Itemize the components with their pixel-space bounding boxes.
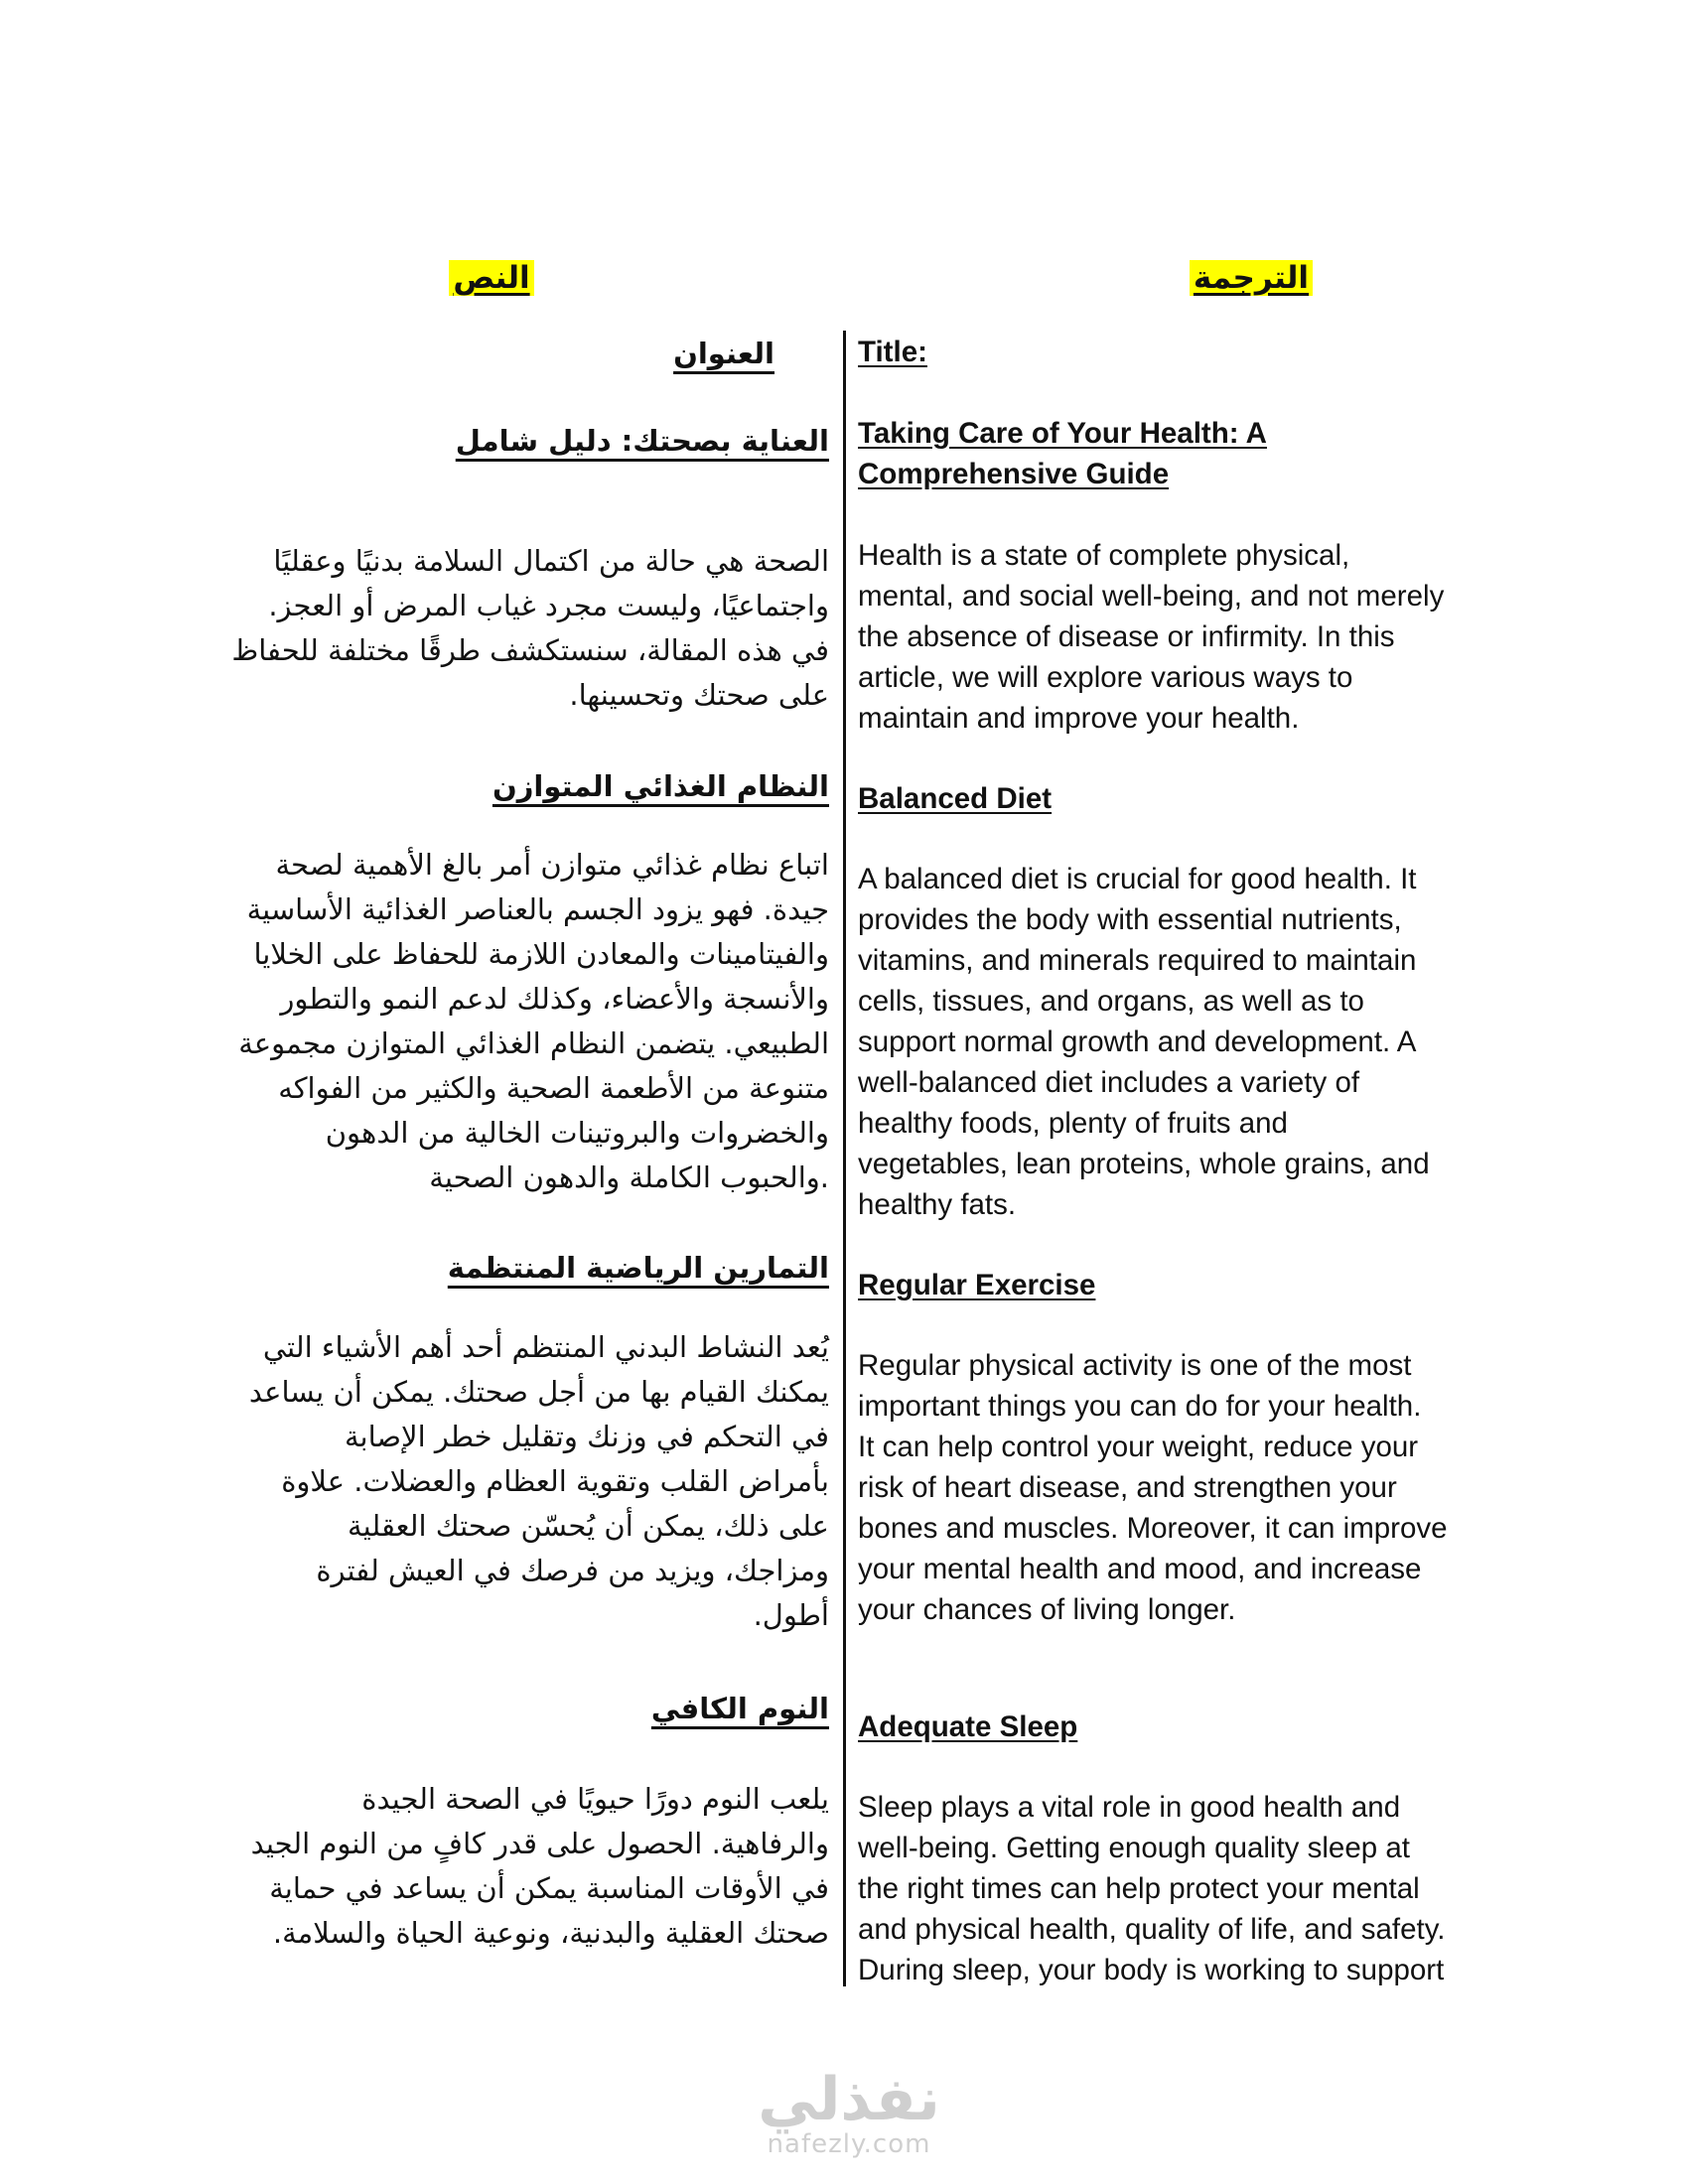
text-line: Regular physical activity is one of the most: [858, 1349, 1412, 1382]
text-line: في هذه المقالة، سنستكشف طرقًا مختلفة للحفاظ: [231, 633, 829, 667]
english-title-label: Title:: [858, 336, 927, 368]
text-line: Sleep plays a vital role in good health and: [858, 1791, 1401, 1824]
text-line: vegetables, lean proteins, whole grains, and: [858, 1148, 1430, 1180]
title-line: Comprehensive Guide: [858, 458, 1170, 490]
arabic-title-label: العنوان: [673, 337, 774, 370]
text-line: A balanced diet is crucial for good health. It: [858, 863, 1417, 895]
watermark-url: nafezly.com: [767, 2129, 931, 2159]
arabic-title: العناية بصحتك: دليل شامل: [455, 424, 829, 458]
text-line: support normal growth and development. A: [858, 1025, 1417, 1058]
text-line: provides the body with essential nutrients,: [858, 903, 1402, 936]
text-line: يلعب النوم دورًا حيويًا في الصحة الجيدة: [361, 1782, 829, 1816]
text-line: واجتماعيًا، وليست مجرد غياب المرض أو العجز.: [268, 589, 829, 622]
text-line: في الأوقات المناسبة يمكن أن يساعد في حماية: [269, 1871, 829, 1905]
text-line: صحتك العقلية والبدنية، ونوعية الحياة والسلامة.: [272, 1916, 829, 1950]
text-line: على ذلك، يمكن أن يُحسّن صحتك العقلية: [348, 1509, 829, 1543]
text-line: mental, and social well-being, and not merely: [858, 580, 1445, 613]
text-line: الصحة هي حالة من اكتمال السلامة بدنيًا وعقليًا: [273, 544, 829, 578]
english-diet-heading: Balanced Diet: [858, 782, 1053, 815]
text-line: والخضروات والبروتينات الخالية من الدهون: [325, 1116, 829, 1150]
text-line: اتباع نظام غذائي متوازن أمر بالغ الأهمية لصحة: [275, 848, 829, 882]
text-line: والرفاهية. الحصول على قدر كافٍ من النوم الجيد: [250, 1827, 829, 1860]
text-line: أطول.: [753, 1598, 829, 1632]
text-line: bones and muscles. Moreover, it can improve: [858, 1512, 1448, 1545]
text-line: والفيتامينات والمعادن اللازمة للحفاظ على الخلايا: [253, 937, 829, 971]
text-line: healthy foods, plenty of fruits and: [858, 1107, 1288, 1140]
text-line: the absence of disease or infirmity. In this: [858, 620, 1395, 653]
text-line: your chances of living longer.: [858, 1593, 1236, 1626]
text-line: the right times can help protect your mental: [858, 1872, 1420, 1905]
text-line: risk of heart disease, and strengthen your: [858, 1471, 1397, 1504]
column-divider: [843, 331, 846, 1986]
text-line: متنوعة من الأطعمة الصحية والكثير من الفواكه: [278, 1071, 829, 1105]
text-line: يُعد النشاط البدني المنتظم أحد أهم الأشياء التي: [262, 1330, 829, 1364]
english-sleep-heading: Adequate Sleep: [858, 1710, 1078, 1743]
text-line: maintain and improve your health.: [858, 702, 1300, 735]
text-line: يمكنك القيام بها من أجل صحتك. يمكن أن يساعد: [248, 1375, 829, 1409]
source-header: النص: [417, 260, 566, 300]
text-line: والأنسجة والأعضاء، وكذلك لدعم النمو والتطور: [280, 982, 829, 1016]
text-line: important things you can do for your health.: [858, 1390, 1422, 1423]
text-line: في التحكم في وزنك وتقليل خطر الإصابة: [344, 1420, 829, 1453]
text-line: Health is a state of complete physical,: [858, 539, 1350, 572]
title-line: Taking Care of Your Health: A: [858, 417, 1267, 450]
text-line: cells, tissues, and organs, as well as to: [858, 985, 1364, 1018]
text-line: vitamins, and minerals required to maintain: [858, 944, 1417, 977]
text-line: well-being. Getting enough quality sleep at: [858, 1832, 1410, 1864]
text-line: على صحتك وتحسينها.: [569, 678, 829, 712]
text-line: During sleep, your body is working to support: [858, 1954, 1445, 1986]
text-line: healthy fats.: [858, 1188, 1017, 1221]
text-line: بأمراض القلب وتقوية العظام والعضلات. علاوة: [281, 1464, 829, 1498]
text-line: الطبيعي. يتضمن النظام الغذائي المتوازن مجموعة: [238, 1026, 829, 1060]
watermark: [735, 2065, 963, 2159]
text-line: جيدة. فهو يزود الجسم بالعناصر الغذائية الأساسية: [246, 892, 829, 926]
text-line: It can help control your weight, reduce your: [858, 1431, 1419, 1463]
text-line: .والحبوب الكاملة والدهون الصحية: [429, 1160, 829, 1194]
arabic-diet-heading: النظام الغذائي المتوازن: [492, 769, 829, 803]
text-line: well-balanced diet includes a variety of: [858, 1066, 1360, 1099]
text-line: ومزاجك، ويزيد من فرصك في العيش لفترة: [316, 1554, 829, 1587]
arabic-exercise-heading: التمارين الرياضية المنتظمة: [447, 1251, 829, 1285]
text-line: article, we will explore various ways to: [858, 661, 1353, 694]
watermark-logo: نفذلي: [758, 2065, 940, 2134]
text-line: and physical health, quality of life, and safety.: [858, 1913, 1446, 1946]
translation-header: الترجمة: [1172, 260, 1331, 300]
text-line: your mental health and mood, and increase: [858, 1553, 1422, 1585]
english-exercise-heading: Regular Exercise: [858, 1269, 1096, 1301]
arabic-sleep-heading: النوم الكافي: [650, 1692, 829, 1725]
